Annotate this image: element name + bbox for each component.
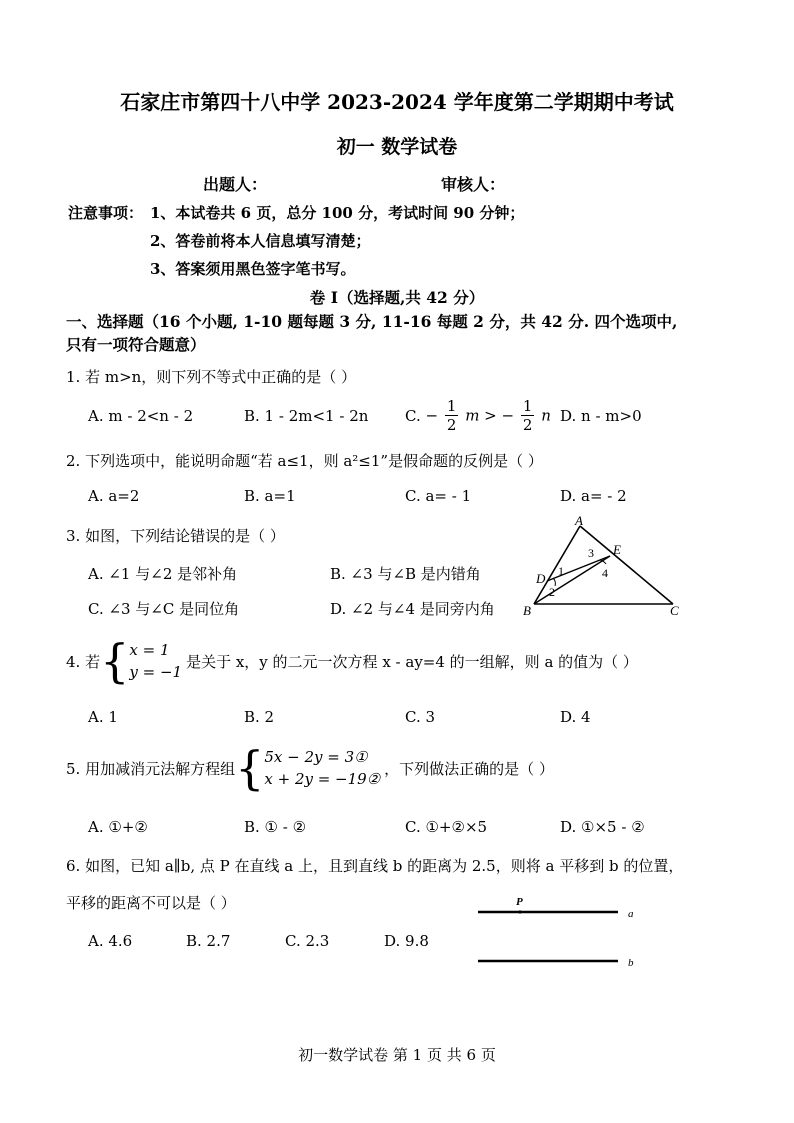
vertex-E-label: E <box>613 542 621 557</box>
q1-c-minus: − <box>425 406 439 425</box>
q1-option-b: B. 1 - 2m<1 - 2n <box>244 407 369 425</box>
notice-item-1: 1、本试卷共 6 页，总分 100 分，考试时间 90 分钟； <box>150 204 525 222</box>
q5-option-a: A. ①+② <box>88 818 148 836</box>
angle-4-label: 4 <box>602 566 608 580</box>
q2-option-c: C. a= - 1 <box>405 487 472 505</box>
q4-option-b: B. 2 <box>244 708 275 726</box>
q3-option-b: B. ∠3 与∠B 是内错角 <box>330 565 481 583</box>
vertex-A-label: A <box>575 516 583 528</box>
q2-option-b: B. a=1 <box>244 487 296 505</box>
notice-label: 注意事项： <box>68 204 144 222</box>
q4-brace: { <box>100 634 130 688</box>
q6-option-b: B. 2.7 <box>186 932 231 950</box>
q5-option-d: D. ①×5 - ② <box>560 818 645 836</box>
question-3-stem: 3. 如图，下列结论错误的是（ ） <box>66 527 285 545</box>
side-AC <box>580 526 673 604</box>
q1-c-num-2: 1 <box>522 397 533 415</box>
q1-c-end: n <box>541 406 551 425</box>
q5-equation-1: 5x − 2y = 3① <box>264 748 368 766</box>
q4-equation-2: y = −1 <box>129 663 183 681</box>
author-label: 出题人： <box>203 175 268 194</box>
angle-3-label: 3 <box>588 546 594 560</box>
q3-option-c: C. ∠3 与∠C 是同位角 <box>88 600 240 618</box>
q5-suffix: ，下列做法正确的是（ ） <box>384 759 554 778</box>
q1-option-c-label: C. <box>405 406 421 425</box>
q6-option-d: D. 9.8 <box>384 932 429 950</box>
notice-item-3: 3、答案须用黑色签字笔书写。 <box>150 260 356 278</box>
q4-option-a: A. 1 <box>88 708 118 726</box>
reviewer-label: 审核人： <box>441 175 506 194</box>
angle-1-label: 1 <box>558 564 564 578</box>
line-a-label: a <box>628 908 634 920</box>
q6-option-a: A. 4.6 <box>88 932 133 950</box>
exam-title: 石家庄市第四十八中学 2023-2024 学年度第二学期期中考试 <box>120 90 674 114</box>
angle-2-label: 2 <box>549 585 555 599</box>
q1-c-den-1: 2 <box>446 416 457 434</box>
q5-system <box>264 746 380 790</box>
line-b-label: b <box>628 957 634 969</box>
question-5-stem <box>66 741 554 795</box>
q5-brace: { <box>235 741 265 795</box>
vertex-C-label: C <box>670 603 679 618</box>
q1-c-fraction-1 <box>445 397 459 434</box>
page-footer: 初一数学试卷 第 1 页 共 6 页 <box>298 1046 496 1064</box>
q1-option-c <box>405 397 551 434</box>
q1-c-num-1: 1 <box>446 397 457 415</box>
q1-option-d: D. n - m>0 <box>560 407 642 425</box>
q1-c-middle: m > − <box>465 406 515 425</box>
triangle-figure <box>520 516 690 620</box>
q4-option-c: C. 3 <box>405 708 436 726</box>
q4-system <box>129 639 182 683</box>
point-P-label: P <box>516 896 523 908</box>
point-P-marker <box>518 910 521 913</box>
q5-option-b: B. ① - ② <box>244 818 307 836</box>
q1-c-den-2: 2 <box>522 416 533 434</box>
q2-option-a: A. a=2 <box>88 487 140 505</box>
vertex-D-label: D <box>536 571 546 586</box>
q4-suffix: 是关于 x，y 的二元一次方程 x - ay=4 的一组解，则 a 的值为（ ） <box>186 652 638 671</box>
q3-option-a: A. ∠1 与∠2 是邻补角 <box>88 565 238 583</box>
q3-option-d: D. ∠2 与∠4 是同旁内角 <box>330 600 495 618</box>
parallel-lines-figure <box>470 890 650 974</box>
q4-option-d: D. 4 <box>560 708 591 726</box>
q5-option-c: C. ①+②×5 <box>405 818 488 836</box>
section-heading-line2: 只有一项符合题意） <box>66 335 206 354</box>
exam-subtitle: 初一 数学试卷 <box>336 136 458 158</box>
q1-c-fraction-2 <box>521 397 535 434</box>
q6-option-c: C. 2.3 <box>285 932 330 950</box>
vertex-B-label: B <box>523 603 531 618</box>
segment-BE <box>534 556 610 604</box>
q2-option-d: D. a= - 2 <box>560 487 627 505</box>
question-4-stem <box>66 634 638 688</box>
notice-item-2: 2、答卷前将本人信息填写清楚； <box>150 232 371 250</box>
question-2-stem: 2. 下列选项中，能说明命题“若 a≤1，则 a²≤1”是假命题的反例是（ ） <box>66 452 543 470</box>
q5-prefix: 5. 用加减消元法解方程组 <box>66 759 236 778</box>
question-6-stem-line2: 平移的距离不可以是（ ） <box>66 894 236 912</box>
q5-equation-2: x + 2y = −19② <box>264 770 381 788</box>
side-AB <box>534 526 580 604</box>
q1-option-a: A. m - 2<n - 2 <box>88 407 194 425</box>
part-title: 卷 Ⅰ（选择题,共 42 分） <box>309 288 485 307</box>
section-heading-line1: 一、选择题（16 个小题, 1-10 题每题 3 分, 11-16 每题 2 分，共 42 分. 四个选项中, <box>66 312 678 331</box>
question-1-stem: 1. 若 m>n，则下列不等式中正确的是（ ） <box>66 368 357 386</box>
question-6-stem: 6. 如图，已知 a∥b, 点 P 在直线 a 上，且到直线 b 的距离为 2.5，则将 a 平移到 b 的位置， <box>66 857 684 875</box>
q4-prefix: 4. 若 <box>66 652 101 671</box>
q4-equation-1: x = 1 <box>129 641 170 659</box>
